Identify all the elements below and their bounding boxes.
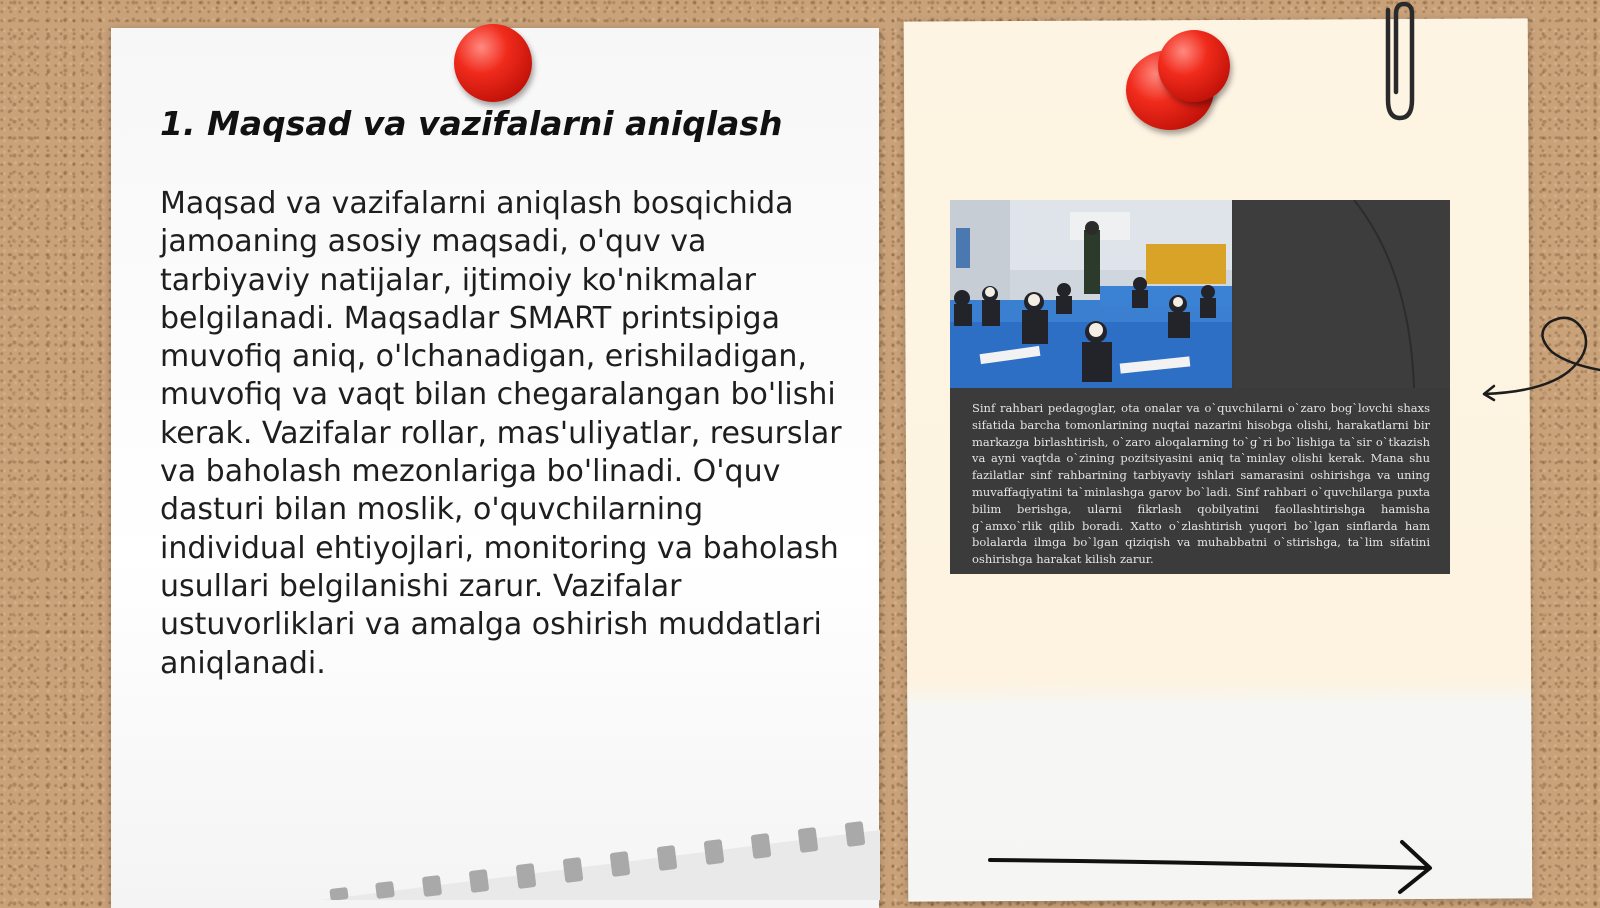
- dark-image-panel: [1234, 200, 1450, 388]
- paperclip-icon: [1374, 0, 1426, 124]
- red-pushpin-icon: [454, 24, 532, 102]
- slide-body-text: Maqsad va vazifalarni aniqlash bosqichida jamoaning asosiy maqsadi, o'quv va tarbiyaviy natijalar, ijtimoiy ko'nikmalar belgilanadi. Maqsadlar SMART printsipiga muvofiq aniq, o'lchanadigan, erishiladigan, muvofiq va vaqt bilan chegaralangan bo'lishi kerak. Vazifalar rollar, mas'uliyatlar, resurslar va baholash mezonlariga bo'linadi. O'quv dasturi bilan moslik, o'quvchilarning individual ehtiyojlari, monitoring va baholash usullari belgilanishi zarur. Vazifalar ustuvorliklari va amalga oshirish muddatlari aniqlanadi.: [160, 186, 842, 681]
- photo-card: [950, 200, 1450, 574]
- arrow-right-icon: [988, 838, 1448, 898]
- red-pushpin-icon: [1158, 30, 1230, 102]
- perforated-paper-edge: [320, 800, 880, 900]
- classroom-photo: [950, 200, 1232, 388]
- photo-caption: Sinf rahbari pedagoglar, ota onalar va o`quvchilarni o`zaro bog`lovchi shaxs sifatida barcha tomonlarining nuqtai nazarini hisobga olishi, harakatlarni bir markazga birlashtirish, o`zaro aloqalarning to`g`ri bo`lishiga ta`sir o`tkazish va ayni vaqtda o`zining pozitsiyasini aniq ta`minlay olishi kerak. Mana shu fazilatlar sinf rahbarining tarbiyaviy ishlari samarasini oshirishga va uning muvaffaqiyatini ta`minlashga garov bo`ladi. Sinf rahbari o`quvchilarga puxta bilim berishga, ularni fikrlash qobilyatini faollashtirishga hamisha g`amxo`rlik qilib boradi. Xatto o`zlashtirish yuqori bo`lgan sinflarda ham bolalarda ilmga bo`lgan qiziqish va muhabbatni o`stirishga, ta`lim sifatini oshirishga harakat kilish zarur.: [972, 401, 1430, 567]
- slide-title: 1. Maqsad va vazifalarni aniqlash: [160, 104, 783, 143]
- curly-arrow-icon: [1480, 312, 1600, 408]
